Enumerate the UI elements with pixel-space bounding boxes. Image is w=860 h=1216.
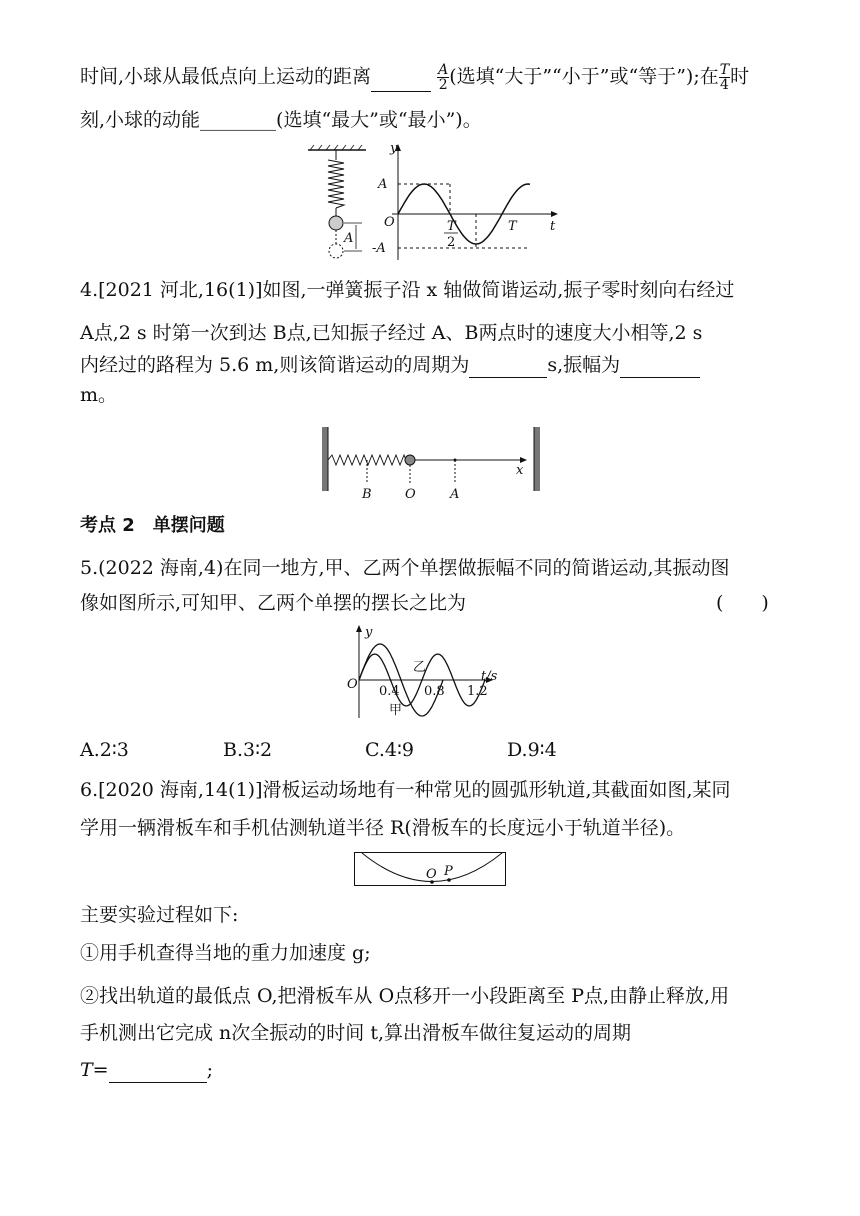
q6-line1: 6.[2020 海南,14(1)]滑板运动场地有一种常见的圆弧形轨道,其截面如图,某同 [80,779,731,801]
q3-line1-text-b: (选填“大于”“小于”或“等于”);在 [449,65,719,88]
answer-blank-t[interactable] [109,1062,207,1083]
section-heading: 考点 2 单摆问题 [80,515,225,536]
fraction-a-over-2 [437,63,449,92]
answer-blank-amplitude[interactable] [620,357,700,378]
q6-line5: ②找出轨道的最低点 O,把滑板车从 O点移开一小段距离至 P点,由静止释放,用 [80,985,730,1007]
t-axis-label: t [550,219,556,234]
q4-line3 [80,352,700,378]
q6-line4: ①用手机查得当地的重力加速度 g; [80,942,371,964]
tick-1-2: 1.2 [467,684,488,699]
origin-label: O [347,677,358,692]
q6-line7-end: ; [206,1059,213,1081]
q4-line4: m。 [80,384,118,406]
q3-line1-text-c: 时 [730,65,750,88]
frac-den: 4 [719,77,729,93]
half-period-num: T [447,219,456,234]
choice-a[interactable]: A.2∶3 [80,739,129,761]
q5-line2: 像如图所示,可知甲、乙两个单摆的摆长之比为 [80,592,467,614]
q6-track-figure [354,852,506,886]
x-axis-label: x [516,463,524,478]
answer-bracket[interactable]: ( ) [716,592,769,614]
q4-line2: A点,2 s 时第一次到达 B点,已知振子经过 A、B两点时的速度大小相等,2 s [80,322,703,344]
q4-line1: 4.[2021 河北,16(1)]如图,一弹簧振子沿 x 轴做简谐运动,振子零时刻向右经过 [80,279,735,301]
q5-figure [345,620,505,720]
y-axis-label: y [390,141,398,156]
answer-blank-period[interactable] [469,357,547,378]
frac-num: A [438,62,449,78]
q3-line1 [80,63,749,92]
sine-graph [372,141,558,260]
q3-line2: 刻,小球的动能________(选填“最大”或“最小”)。 [80,109,482,131]
fraction-t-over-4 [719,63,730,92]
q3-line1-text-a: 时间,小球从最低点向上运动的距离 [80,65,372,88]
q6-line2: 学用一辆滑板车和手机估测轨道半径 R(滑板车的长度远小于轨道半径)。 [80,817,686,839]
spring-oscillator [308,145,366,258]
oscillator-ball [405,455,415,465]
q6-line7 [80,1057,213,1083]
point-o-label: O [426,867,437,882]
origin-label: O [384,215,395,230]
point-b-label: B [362,487,372,502]
q6-line3: 主要实验过程如下: [80,904,239,926]
q4-line3-text-a: 内经过的路程为 5.6 m,则该简谐运动的周期为 [80,354,470,376]
point-a-label: A [450,487,460,502]
q4-line3-text-b: s,振幅为 [547,354,621,376]
amplitude-label: A [378,177,388,192]
tick-0-8: 0.8 [424,684,445,699]
half-period-den: 2 [447,235,456,250]
q6-line6: 手机测出它完成 n次全振动的时间 t,算出滑板车做往复运动的周期 [80,1022,631,1044]
q3-figure [300,140,570,265]
choice-c[interactable]: C.4∶9 [365,739,415,761]
neg-amplitude-label: -A [372,241,386,256]
period-symbol: T= [80,1059,109,1081]
q5-line1: 5.(2022 海南,4)在同一地方,甲、乙两个单摆做振幅不同的简谐运动,其振动图 [80,557,730,579]
t-axis-label: t/s [481,669,498,684]
label-yi: 乙 [413,660,427,675]
frac-den: 2 [438,77,448,93]
choice-b[interactable]: B.3∶2 [223,739,273,761]
y-axis-label: y [365,625,373,640]
answer-blank-1[interactable] [371,71,431,92]
frac-num: T [719,62,730,78]
label-jia: 甲 [389,703,403,718]
point-o-label: O [405,487,416,502]
point-p-label: P [444,864,453,879]
tick-0-4: 0.4 [379,684,400,699]
period-label: T [508,219,517,234]
q4-figure [320,427,542,502]
spring-amplitude-label: A [344,231,354,246]
choice-d[interactable]: D.9∶4 [507,739,557,761]
